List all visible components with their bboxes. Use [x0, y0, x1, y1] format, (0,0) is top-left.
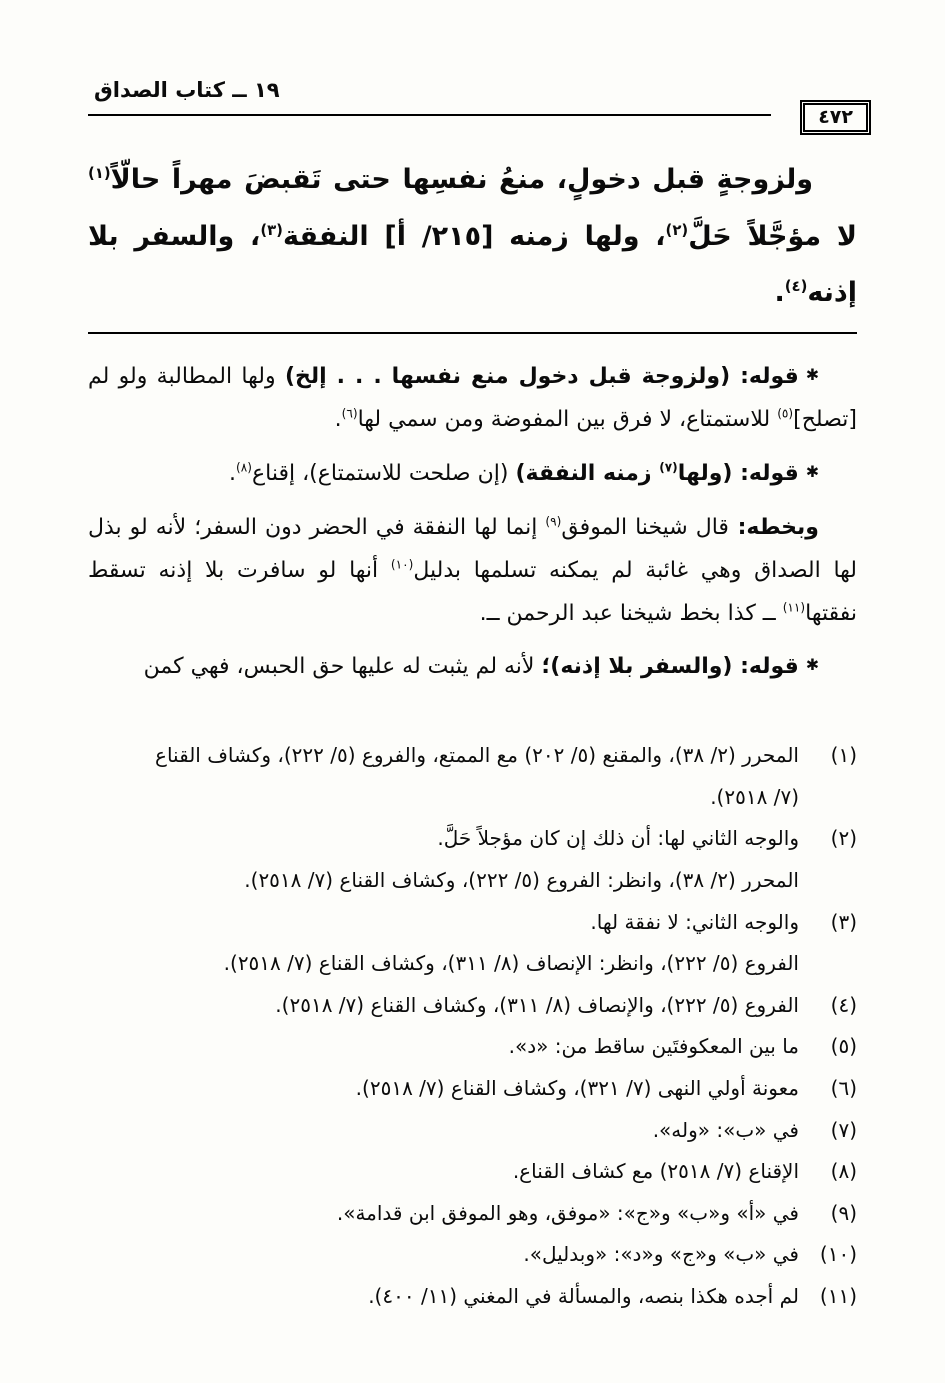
footnote-text: الإقناع (٧/ ٢٥١٨) مع كشاف القناع. [512, 1159, 799, 1184]
footnote-ref-7: (٧) [659, 460, 678, 475]
footnote-text: والوجه الثاني لها: أن ذلك إن كان مؤجلاً حَلَّ. [437, 826, 799, 851]
footnote-ref-5: (٥) [777, 406, 794, 421]
matn-text: . [774, 277, 785, 309]
footnote-4 [88, 985, 857, 1027]
footnote-number: (٨) [830, 1159, 857, 1184]
footnote-ref-10: (١٠) [390, 557, 414, 572]
qawluhu-bold: قوله: (والسفر بلا إذنه)؛ [541, 654, 799, 680]
page-number: ٤٧٢ [818, 106, 853, 128]
footnote-text: لم أجده هكذا بنصه، والمسألة في المغني (١١/ ٤٠٠). [368, 1284, 799, 1309]
commentary-text: . [334, 406, 342, 432]
footnote-text: في «ب» و«ج» و«د»: «وبدليل». [523, 1242, 799, 1267]
footnote-7 [88, 1110, 857, 1152]
qawluhu-bold: زمنه النفقة) [515, 460, 660, 486]
header-rule [88, 114, 771, 116]
commentary-text: ــ كذا بخط شيخنا عبد الرحمن ــ. [479, 600, 783, 626]
commentary-text: قال شيخنا الموفق [561, 514, 729, 540]
footnote-ref-3: (٣) [260, 220, 283, 239]
footnote-ref-1: (١) [88, 164, 111, 182]
footnote-number: (١) [830, 743, 857, 768]
footnotes-section [88, 735, 857, 1317]
wabikhattihi-bold: وبخطه: [728, 514, 819, 540]
commentary-text: إنما لها النفقة في الحضر دون السفر؛ لأنه لو بذل لها الصداق وهي غائبة لم يمكنه تسلمها بدليل [88, 514, 857, 583]
footnote-text: المحرر (٢/ ٣٨)، والمقنع (٥/ ٢٠٢) مع الممتع، والفروع (٥/ ٢٢٢)، وكشاف القناع [155, 743, 799, 768]
commentary-text: أنها لو سافرت بلا إذنه تسقط نفقتها [88, 557, 857, 626]
footnote-2 [88, 818, 857, 901]
footnote-text: معونة أولي النهى (٧/ ٣٢١)، وكشاف القناع (٧/ ٢٥١٨). [355, 1076, 799, 1101]
footnote-ref-2: (٢) [665, 220, 689, 239]
chapter-title: ١٩ ــ كتاب الصداق [94, 78, 280, 102]
matn-text: ولزوجةٍ قبل دخولٍ، منعُ نفسِها حتى تَقبضَ مهراً حالّاً [110, 164, 813, 195]
footnote-number: (٤) [830, 992, 857, 1017]
matn-text: لا مؤجَّلاً حَلَّ [688, 220, 857, 252]
footnote-number: (٣) [830, 909, 857, 934]
footnote-text-line2: الفروع (٥/ ٢٢٢)، وانظر: الإنصاف (٨/ ٣١١)، وكشاف القناع (٧/ ٢٥١٨). [223, 951, 799, 976]
footnote-text: الفروع (٥/ ٢٢٢)، والإنصاف (٨/ ٣١١)، وكشاف القناع (٧/ ٢٥١٨). [275, 992, 799, 1017]
commentary-text: ولها المطالبة ولو لم [تصلح] [88, 364, 857, 432]
footnote-number: (٦) [830, 1076, 857, 1101]
page-header [88, 78, 857, 138]
footnote-number: (٥) [830, 1034, 857, 1059]
footnote-text: والوجه الثاني: لا نفقة لها. [590, 909, 799, 934]
footnote-9 [88, 1193, 857, 1235]
footnote-11 [88, 1276, 857, 1318]
footnote-text-line2: (٧/ ٢٥١٨). [710, 784, 799, 809]
footnote-text-line2: المحرر (٢/ ٣٨)، وانظر: الفروع (٥/ ٢٢٢)، وكشاف القناع (٧/ ٢٥١٨). [244, 868, 799, 893]
matn-paragraph [88, 152, 857, 322]
footnote-number: (٧) [830, 1117, 857, 1142]
matn-text: ، والسفر بلا إذنه [88, 220, 857, 309]
footnote-number: (١١) [819, 1284, 857, 1309]
commentary-paragraph-2 [88, 453, 857, 496]
footnote-number: (١٠) [819, 1242, 857, 1267]
footnote-text: ما بين المعكوفتَين ساقط من: «د». [508, 1034, 799, 1059]
commentary-paragraph-1 [88, 356, 857, 442]
footnote-text: في «ب»: «وله». [652, 1117, 799, 1142]
commentary-text: للاستمتاع، لا فرق بين المفوضة ومن سمي لها [357, 406, 778, 432]
footnote-5 [88, 1026, 857, 1068]
commentary-paragraph-3 [88, 507, 857, 636]
page-number-box [800, 100, 871, 135]
footnote-8 [88, 1151, 857, 1193]
footnote-1 [88, 735, 857, 818]
commentary-section [88, 356, 857, 689]
matn-text: ، ولها زمنه [٢١٥/ أ] النفقة [282, 220, 666, 252]
footnote-ref-8: (٨) [236, 460, 252, 475]
commentary-text: (إن صلحت للاستمتاع)، إقناع [251, 460, 516, 486]
footnote-text: في «أ» و«ب» و«ج»: «موفق، وهو الموفق ابن قدامة». [336, 1200, 799, 1225]
footnote-6 [88, 1068, 857, 1110]
footnote-3 [88, 902, 857, 985]
footnote-10 [88, 1234, 857, 1276]
bullet-star-icon: ✱ [805, 655, 819, 675]
bullet-star-icon: ✱ [805, 461, 819, 481]
commentary-text: . [229, 460, 237, 486]
footnote-ref-9: (٩) [545, 514, 562, 529]
qawluhu-bold: قوله: (ولها [677, 460, 799, 486]
footnote-ref-4: (٤) [784, 277, 808, 296]
section-divider [88, 332, 857, 334]
commentary-paragraph-4 [88, 646, 857, 689]
qawluhu-bold: قوله: (ولزوجة قبل دخول منع نفسها . . . إلخ) [284, 364, 799, 390]
footnote-number: (٩) [830, 1200, 857, 1225]
footnote-number: (٢) [830, 826, 857, 851]
footnote-ref-6: (٦) [341, 406, 358, 421]
bullet-star-icon: ✱ [805, 365, 819, 385]
footnote-ref-11: (١١) [782, 600, 806, 615]
commentary-text: لأنه لم يثبت له عليها حق الحبس، فهي كمن [143, 654, 542, 680]
